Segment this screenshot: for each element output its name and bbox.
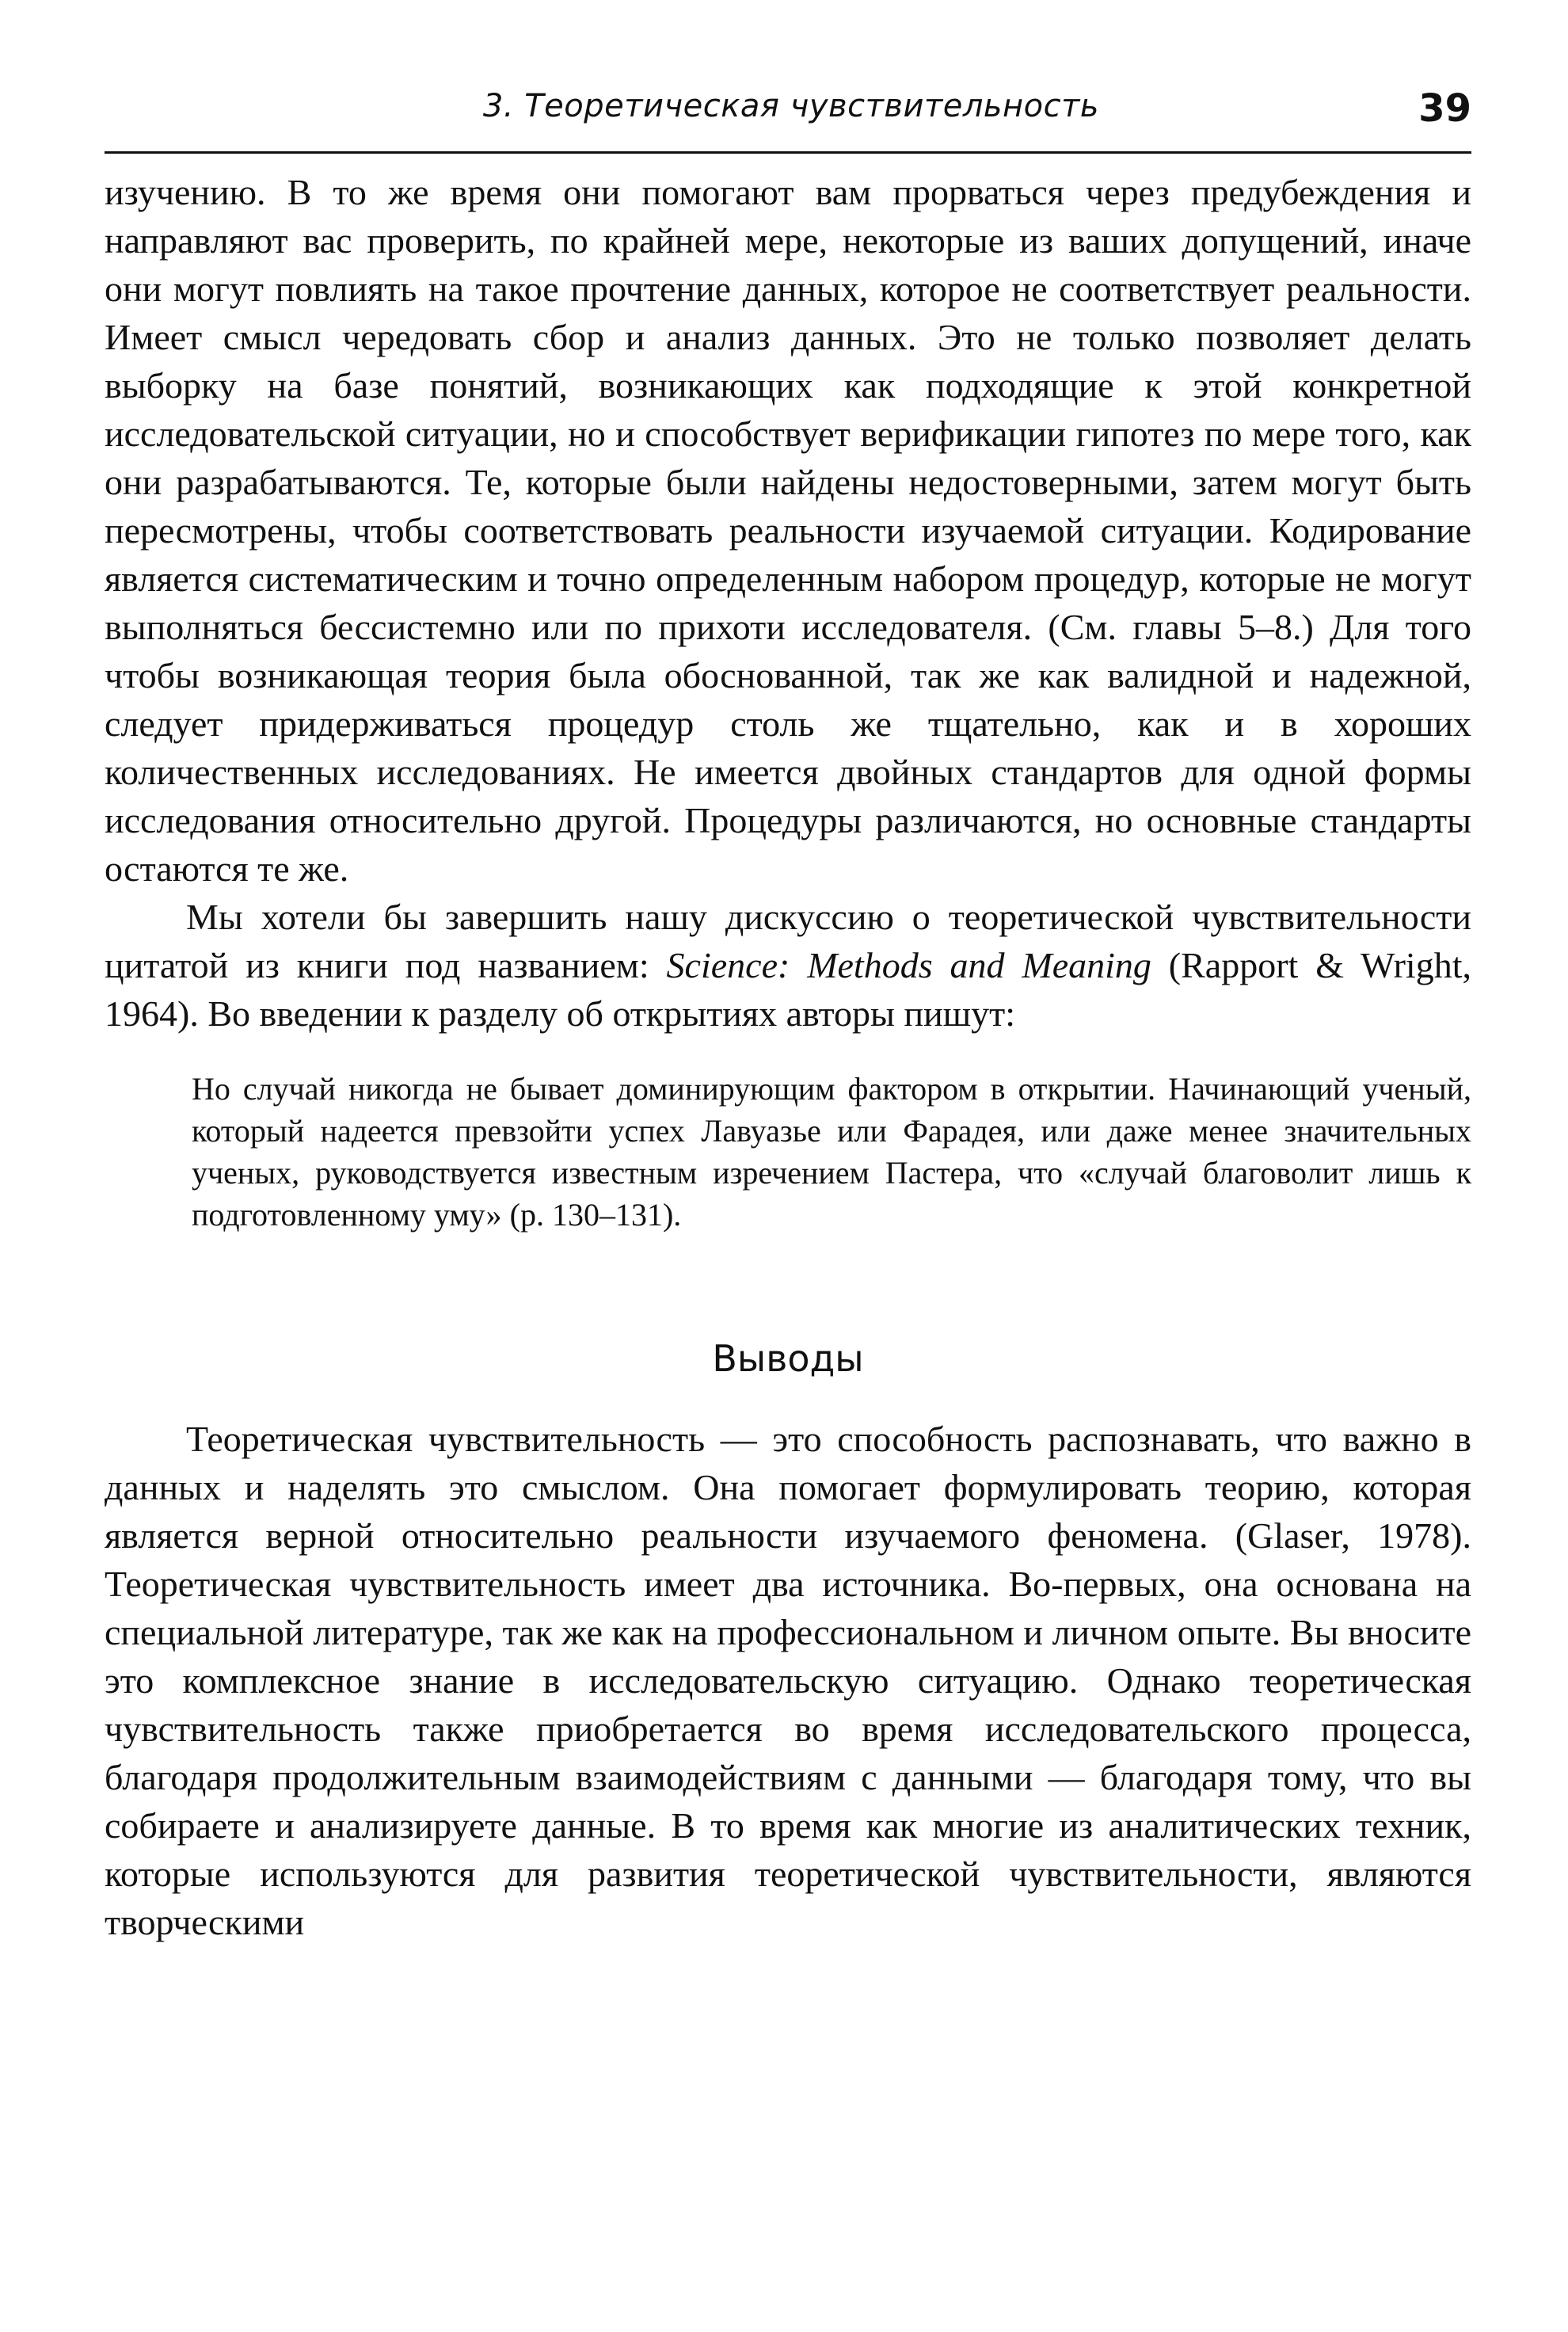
paragraph-1: изучению. В то же время они помогают вам прорваться через предубеждения и направляют вас проверить, по крайней мере, некоторые из ваших допущений, иначе они могут повлиять на такое прочтение данных, которое не соответствует реальности. Имеет смысл чередовать сбор и анализ данных. Это не только позволяет делать выборку на базе понятий, возникающих как подходящие к этой конкретной исследовательской ситуации, но и способствует верификации гипотез по мере того, как они разрабатываются. Те, которые были найдены недостоверными, затем могут быть пересмотрены, чтобы соответствовать реальности изучаемой ситуации. Кодирование является систематическим и точно определенным набором процедур, которые не могут выполняться бессистемно или по прихоти исследователя. (См. главы 5–8.) Для того чтобы возникающая теория была обоснованной, так же как валидной и надежной, следует придерживаться процедур столь же тщательно, как и в хороших количественных исследованиях. Не имеется двойных стандартов для одной формы исследования относительно другой. Процедуры различаются, но основные стандарты остаются те же.: [105, 172, 1471, 889]
book-title: Science: Methods and Meaning: [666, 945, 1151, 985]
section-heading: Выводы: [712, 1337, 864, 1380]
page-number: 39: [1418, 86, 1471, 131]
paragraph-2-end: (Rapport & Wright, 1964). Во введении к разделу об открытиях авторы пишут:: [105, 945, 1471, 1034]
paragraph-2: [105, 893, 1471, 1038]
running-title: 3. Теоретическая чувствительность: [482, 88, 1099, 124]
paragraph-2-start: Мы хотели бы завершить нашу дискуссию о теоретической чувствительности цитатой из книги под названием:: [105, 897, 1471, 985]
paragraph-3: Теоретическая чувствительность — это способность распознавать, что важно в данных и наделять это смыслом. Она помогает формулировать теорию, которая является верной относительно реальности изучаемого феномена. (Glaser, 1978). Теоретическая чувствительность имеет два источника. Во-первых, она основана на специальной литературе, так же как на профессиональном и личном опыте. Вы вносите это комплексное знание в исследовательскую ситуацию. Однако теоретическая чувствительность также приобретается во время исследовательского процесса, благодаря продолжительным взаимодействиям с данными — благодаря тому, что вы собираете и анализируете данные. В то время как многие из аналитических техник, которые используются для развития теоретической чувствительности, являются творческими: [105, 1419, 1471, 1942]
book-page: [105, 83, 1471, 1946]
block-quote: Но случай никогда не бывает доминирующим фактором в открытии. Начинающий ученый, который надеется превзойти успех Лавуазье или Фарадея, или даже менее значительных ученых, руководствуется известным изречением Пастера, что «случай благоволит лишь к подготовленному уму» (р. 130–131).: [192, 1071, 1471, 1233]
running-header: [105, 83, 1471, 154]
